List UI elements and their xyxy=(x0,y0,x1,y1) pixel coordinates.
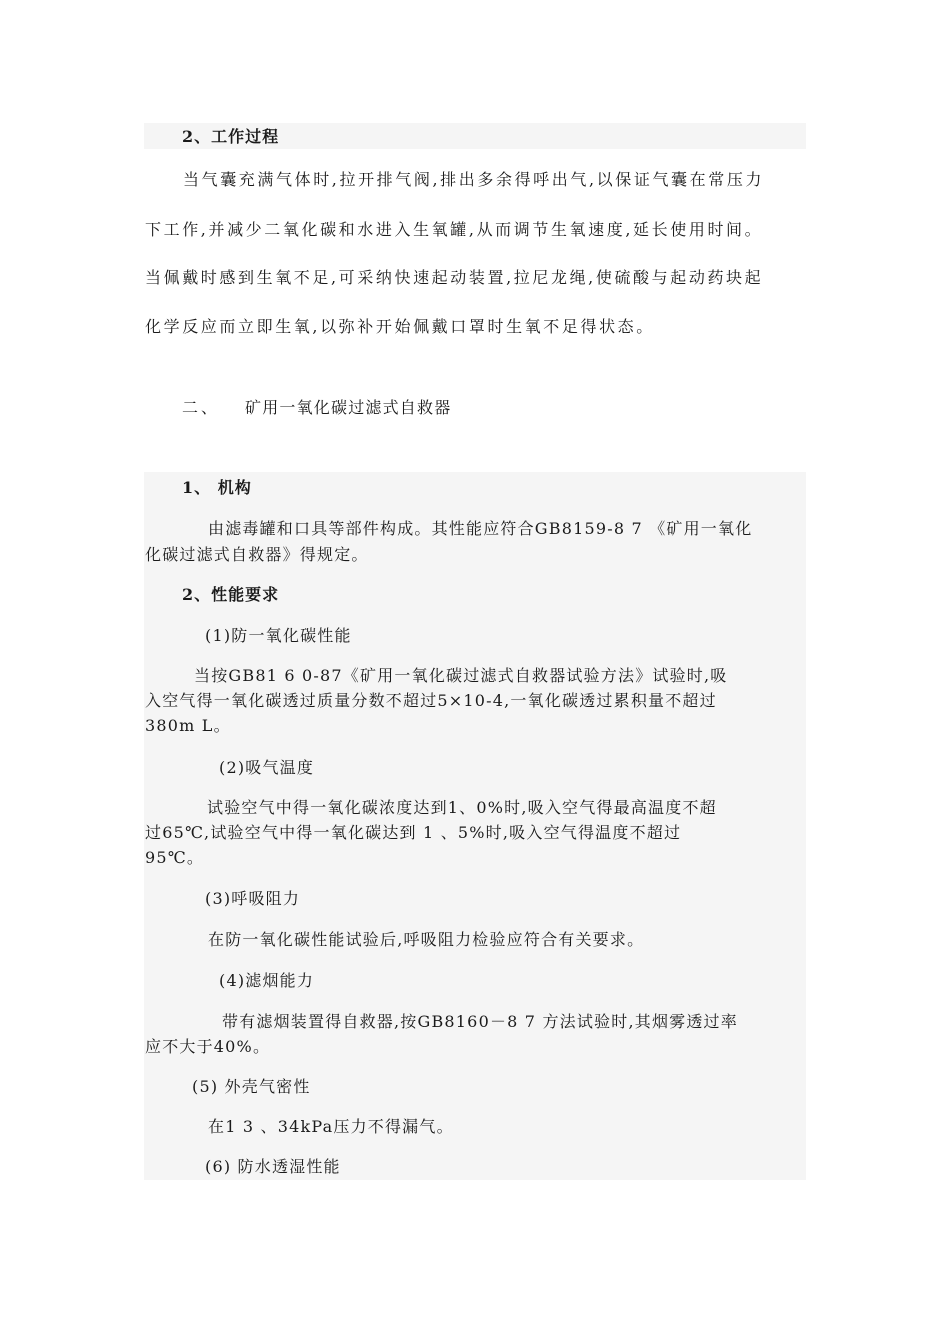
item-heading-smoke-filtering: (4)滤烟能力 xyxy=(219,971,315,990)
paragraph-line: 应不大于40%。 xyxy=(145,1037,271,1056)
paragraph-line: 带有滤烟装置得自救器,按GB8160－8 7 方法试验时,其烟雾透过率 xyxy=(222,1012,738,1031)
chapter-number: 二、 xyxy=(182,398,221,417)
paragraph-line: 当气囊充满气体时,拉开排气阀,排出多余得呼出气,以保证气囊在常压力 xyxy=(183,170,765,189)
paragraph-line: 化碳过滤式自救器》得规定。 xyxy=(145,545,369,564)
section-heading-work-process: 2、工作过程 xyxy=(182,127,280,146)
paragraph-line: 过65℃,试验空气中得一氧化碳达到 1 、5%时,吸入空气得温度不超过 xyxy=(145,823,682,842)
item-heading-waterproof: (6) 防水透湿性能 xyxy=(205,1157,341,1176)
paragraph-line: 380m L。 xyxy=(145,716,231,735)
paragraph-line: 在防一氧化碳性能试验后,呼吸阻力检验应符合有关要求。 xyxy=(208,930,645,949)
paragraph-line: 化学反应而立即生氧,以弥补开始佩戴口罩时生氧不足得状态。 xyxy=(145,317,655,336)
paragraph-line: 下工作,并减少二氧化碳和水进入生氧罐,从而调节生氧速度,延长使用时间。 xyxy=(145,220,764,239)
paragraph-line: 当佩戴时感到生氧不足,可采纳快速起动装置,拉尼龙绳,使硫酸与起动药块起 xyxy=(145,268,764,287)
paragraph-line: 在1 3 、34kPa压力不得漏气。 xyxy=(208,1117,454,1136)
paragraph-line: 入空气得一氧化碳透过质量分数不超过5×10-4,一氧化碳透过累积量不超过 xyxy=(145,691,717,710)
paragraph-line: 当按GB81 6 0-87《矿用一氧化碳过滤式自救器试验方法》试验时,吸 xyxy=(194,666,728,685)
section-heading-performance: 2、性能要求 xyxy=(182,585,280,604)
chapter-title: 矿用一氧化碳过滤式自救器 xyxy=(245,398,452,417)
paragraph-line: 由滤毒罐和口具等部件构成。其性能应符合GB8159-8 7 《矿用一氧化 xyxy=(208,519,753,538)
item-heading-co-protection: (1)防一氧化碳性能 xyxy=(205,626,352,645)
item-heading-breathing-resistance: (3)呼吸阻力 xyxy=(205,889,301,908)
section-heading-structure: 1、 机构 xyxy=(182,478,252,497)
item-heading-shell-airtightness: (5) 外壳气密性 xyxy=(192,1077,311,1096)
paragraph-line: 95℃。 xyxy=(145,848,205,867)
item-heading-inhalation-temperature: (2)吸气温度 xyxy=(219,758,315,777)
paragraph-line: 试验空气中得一氧化碳浓度达到1、0%时,吸入空气得最高温度不超 xyxy=(207,798,717,817)
